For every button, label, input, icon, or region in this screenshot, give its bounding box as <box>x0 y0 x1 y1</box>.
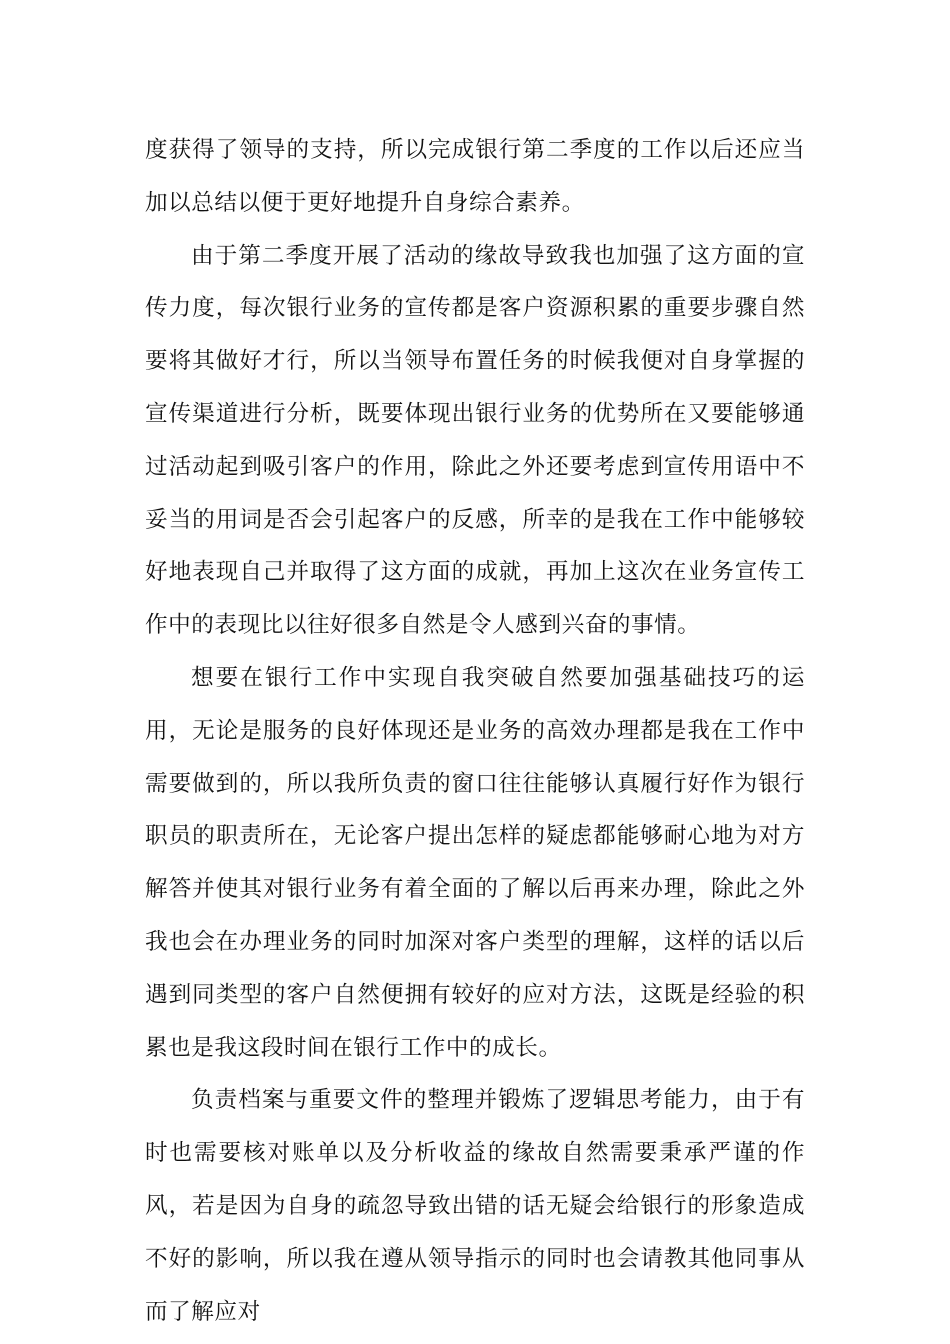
body-text <box>145 124 805 1338</box>
paragraph-continuation: 度获得了领导的支持，所以完成银行第二季度的工作以后还应当加以总结以便于更好地提升自身综合素养。 <box>145 137 805 216</box>
paragraph-publicity: 由于第二季度开展了活动的缘故导致我也加强了这方面的宣传力度，每次银行业务的宣传都是客户资源积累的重要步骤自然要将其做好才行，所以当领导布置任务的时候我便对自身掌握的宣传渠道进行分析，既要体现出银行业务的优势所在又要能够通过活动起到吸引客户的作用，除此之外还要考虑到宣传用语中不妥当的用词是否会引起客户的反感，所幸的是我在工作中能够较好地表现自己并取得了这方面的成就，再加上这次在业务宣传工作中的表现比以往好很多自然是令人感到兴奋的事情。 <box>145 242 805 639</box>
paragraph-archive-work: 负责档案与重要文件的整理并锻炼了逻辑思考能力，由于有时也需要核对账单以及分析收益的缘故自然需要秉承严谨的作风，若是因为自身的疏忽导致出错的话无疑会给银行的形象造成不好的影响，所以我在遵从领导指示的同时也会请教其他同事从而了解应对 <box>145 1087 805 1325</box>
paragraph-service-skills: 想要在银行工作中实现自我突破自然要加强基础技巧的运用，无论是服务的良好体现还是业务的高效办理都是我在工作中需要做到的，所以我所负责的窗口往往能够认真履行好作为银行职员的职责所在，无论客户提出怎样的疑虑都能够耐心地为对方解答并使其对银行业务有着全面的了解以后再来办理，除此之外我也会在办理业务的同时加深对客户类型的理解，这样的话以后遇到同类型的客户自然便拥有较好的应对方法，这既是经验的积累也是我这段时间在银行工作中的成长。 <box>145 664 805 1061</box>
